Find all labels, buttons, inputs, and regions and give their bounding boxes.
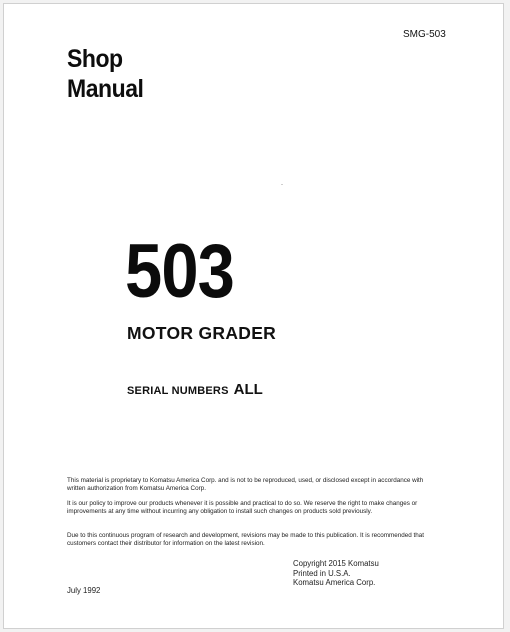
printed-line: Printed in U.S.A. [293, 568, 351, 578]
manual-title-line-2: Manual [67, 75, 144, 103]
document-code: SMG-503 [403, 29, 446, 40]
scan-speck [281, 184, 283, 185]
serial-numbers [127, 381, 263, 399]
serial-label: SERIAL NUMBERS [127, 385, 229, 397]
manual-title [67, 44, 143, 104]
notice-policy: It is our policy to improve our products whenever it is possible and practical to do so. We reserve the right to make changes or improvements at any time without incurring any obligation to install such changes on products sold previously. [67, 500, 418, 515]
publication-date: July 1992 [67, 586, 101, 595]
model-number: 503 [125, 229, 234, 314]
document-page [3, 3, 504, 629]
company-line: Komatsu America Corp. [293, 578, 376, 587]
copyright-block [293, 559, 379, 588]
product-name: MOTOR GRADER [127, 323, 277, 343]
notice-revisions: Due to this continuous program of research and development, revisions may be made to this publication. It is recommended that customers contact their distributor for information on the latest revision. [67, 532, 425, 547]
notice-proprietary: This material is proprietary to Komatsu America Corp. and is not to be reproduced, used, or disclosed except in accordance with written authorization from Komatsu America Corp. [67, 477, 424, 492]
serial-value: ALL [233, 381, 263, 398]
copyright-line: Copyright 2015 Komatsu [293, 559, 379, 568]
manual-title-line-1: Shop [67, 45, 123, 73]
